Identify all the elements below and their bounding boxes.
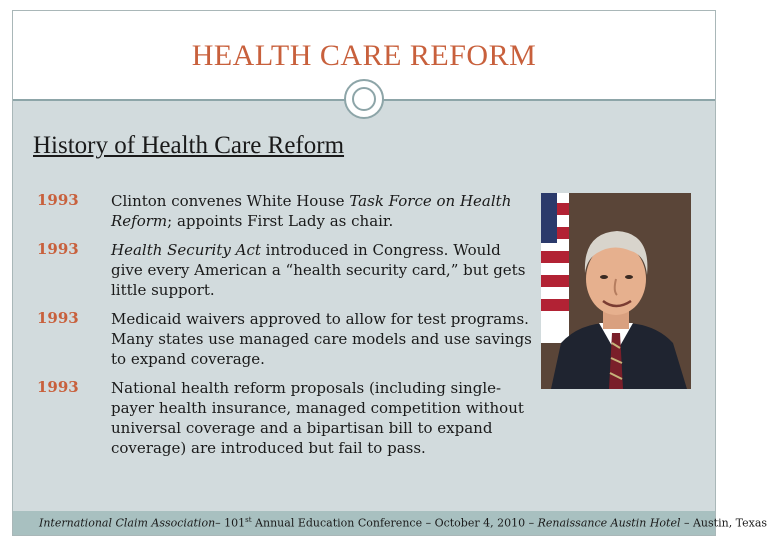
- circle-emblem-icon: [344, 79, 384, 119]
- entry-text: National health reform proposals (including single-payer health insurance, managed competition without universal coverage and a bipartisan bill to expand coverage) are introduced but fail to pass.: [111, 379, 524, 457]
- slide: [12, 10, 767, 536]
- entry-text: Health Security Act introduced in Congress. Would give every American a “health security card,” but gets little support.: [111, 241, 526, 299]
- entry-text: Clinton convenes White House Task Force on Health Reform; appoints First Lady as chair.: [111, 192, 512, 230]
- entry-year: 1993: [37, 378, 79, 396]
- circle-emblem-inner: [352, 87, 376, 111]
- entry-year: 1993: [37, 191, 79, 209]
- entry-year: 1993: [37, 309, 79, 327]
- timeline-entry: [37, 309, 537, 369]
- portrait-illustration: [541, 193, 691, 389]
- portrait-photo: [541, 193, 691, 389]
- slide-title: HEALTH CARE REFORM: [191, 39, 537, 72]
- section-heading: History of Health Care Reform: [33, 132, 345, 159]
- timeline-entry: [37, 191, 537, 231]
- entry-year: 1993: [37, 240, 79, 258]
- timeline-entry: [37, 378, 537, 458]
- timeline-list: [37, 191, 537, 467]
- footer-text: International Claim Association– 101st Annual Education Conference – October 4, 2010 – Renaissance Austin Hotel – Austin, Texas: [39, 516, 767, 530]
- timeline-entry: [37, 240, 537, 300]
- entry-text: Medicaid waivers approved to allow for test programs. Many states use managed care models and use savings to expand coverage.: [111, 310, 532, 368]
